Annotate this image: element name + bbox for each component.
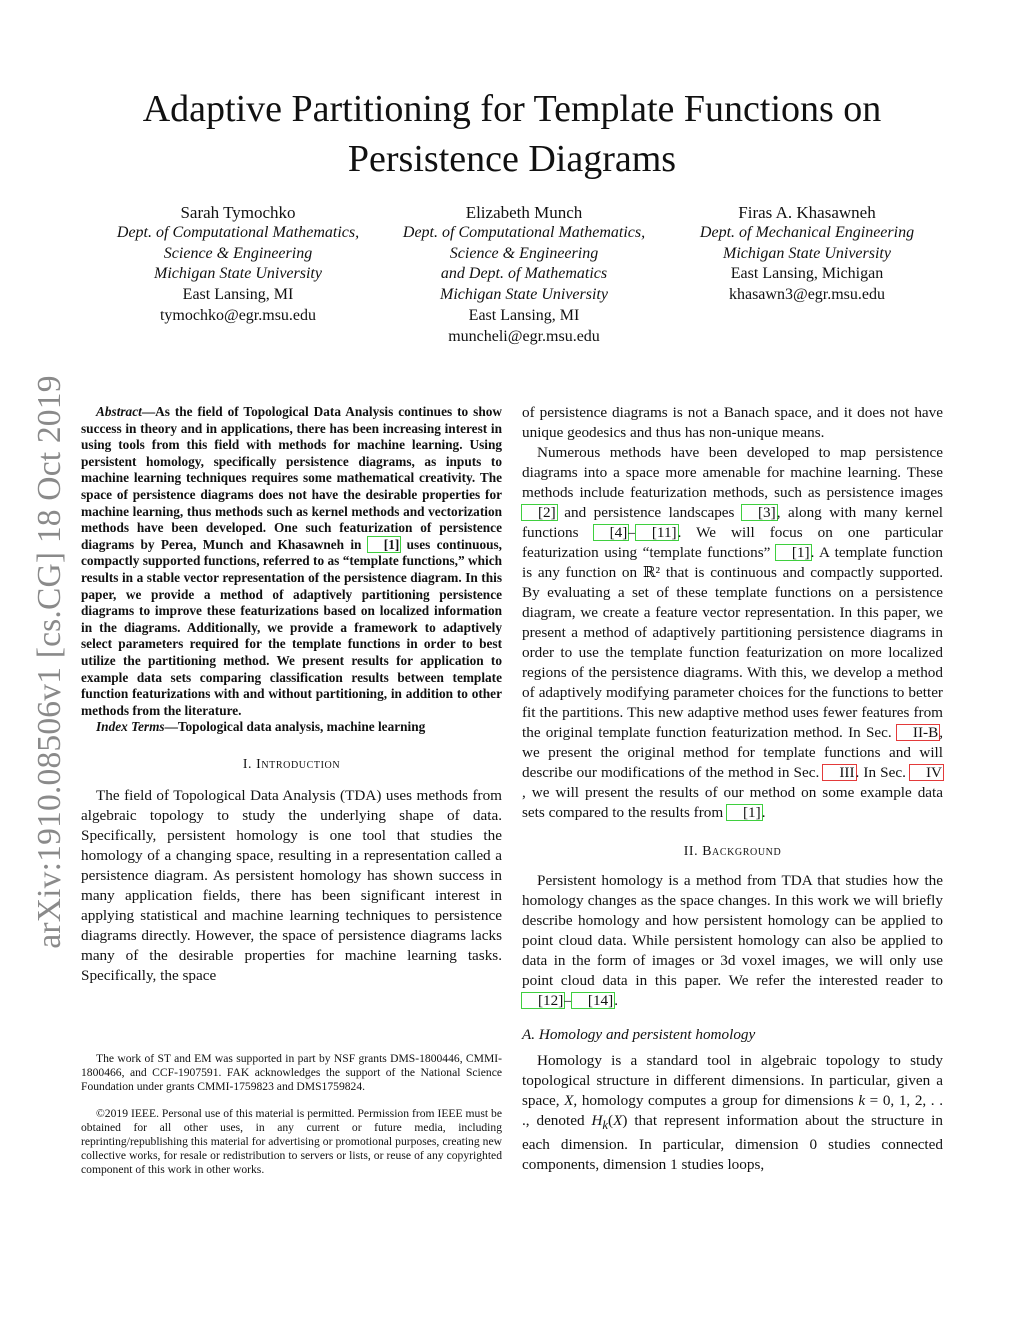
author-block-3	[672, 202, 942, 306]
footnotes	[81, 1052, 502, 1178]
citation-link[interactable]: [1]	[368, 537, 401, 552]
author-affiliation-line: and Dept. of Mathematics	[440, 265, 608, 283]
abstract-label: Abstract	[96, 404, 142, 419]
author-email: muncheli@egr.msu.edu	[448, 327, 600, 345]
author-affiliation-line: Dept. of Computational Mathematics,	[402, 224, 646, 241]
citation-link[interactable]: [2]	[522, 505, 557, 520]
section-heading-background: II. Background	[683, 843, 782, 858]
arxiv-identifier-sidebar: arXiv:1910.08506v1 [cs.CG] 18 Oct 2019	[31, 375, 68, 949]
paper-title	[60, 84, 964, 184]
section-link[interactable]: II-B	[897, 725, 939, 740]
author-name: Sarah Tymochko	[180, 203, 296, 222]
section-link[interactable]: III	[823, 765, 855, 780]
paragraph-continued: of persistence diagrams is not a Banach space, and it does not have unique geodesics and thus has non-unique means.	[522, 404, 943, 441]
copyright-notice: ©2019 IEEE. Personal use of this material is permitted. Permission from IEEE must be obtained for all other uses, in any current or future media, including reprinting/republishing this material for advertising or promotional purposes, creating new collective works, for resale or redistribution to servers or lists, or reuse of any copyrighted component of this work in other works.	[81, 1106, 502, 1177]
author-affiliation-line: Science & Engineering	[163, 244, 313, 262]
subsection-heading-homology: A. Homology and persistent homology	[522, 1026, 756, 1043]
author-block-2	[384, 202, 664, 347]
author-location: East Lansing, Michigan	[730, 265, 884, 283]
index-terms-label: Index Terms	[96, 719, 165, 735]
abstract: Abstract—As the field of Topological Data Analysis continues to show success in theory and in applications, there has been increasing interest in using tools from this field with methods for machine learning. Using persistent homology, specifically persistence diagrams, as inputs to machine learning techniques requires some mathematical creativity. The space of persistence diagrams does not have the desirable properties for machine learning, thus methods such as kernel methods and vectorization methods have been developed. One such featurization of persistence diagrams by Perea, Munch and Khasawneh in [1] uses continuous, compactly supported functions, referred to as “template functions,” which results in a stable vector representation of the persistence diagram. In this paper, we provide a method of adaptively partitioning persistence diagrams to improve these featurizations based on localized information in the diagrams. Additionally, we provide a framework to adaptively select parameters required for the template functions in order to best utilize the partitioning method. We present results for application to example data sets comparing classification results between template function featurizations with and without partitioning, in addition to other methods from the literature.	[81, 404, 503, 718]
author-email: tymochko@egr.msu.edu	[159, 306, 317, 324]
math-r2: ℝ²	[642, 564, 661, 581]
citation-link[interactable]: [11]	[636, 525, 678, 540]
right-column	[522, 403, 943, 1175]
author-email: khasawn3@egr.msu.edu	[728, 286, 886, 304]
intro-paragraph: The field of Topological Data Analysis (TDA) uses methods from algebraic topology to study the underlying shape of data. Specifically, persistent homology is one tool that studies the homology of a changing space, resulting in a representation called a persistence diagram. As persistent homology has shown success in many application fields, there has been significant interest in applying statistical and machine learning techniques to persistence diagrams directly. However, the space of persistence diagrams lacks many of the desirable properties for machine learning tasks. Specifically, the space	[81, 786, 502, 984]
citation-link[interactable]: [3]	[742, 505, 777, 520]
paragraph-homology: Homology is a standard tool in algebraic topology to study topological structure in different dimensions. In particular, given a space, X, homology computes a group for dimensions k = 0, 1, 2, . . ., denoted $H_k(X)$ that represent information about the structure in each dimension. In particular, dimension 0 studies connected components, dimension 1 studies loops,	[522, 1052, 944, 1174]
math-X: X	[613, 1112, 623, 1129]
author-name: Firas A. Khasawneh	[738, 203, 876, 222]
math-H: H	[591, 1112, 603, 1129]
citation-link[interactable]: [14]	[572, 993, 614, 1008]
math-k: k	[858, 1092, 866, 1109]
author-name: Elizabeth Munch	[465, 203, 583, 222]
title-line-2: Persistence Diagrams	[347, 138, 677, 180]
author-location: East Lansing, MI	[182, 286, 294, 304]
section-link[interactable]: IV	[910, 765, 943, 780]
citation-link[interactable]: [12]	[522, 993, 564, 1008]
author-affiliation-line: Dept. of Computational Mathematics,	[116, 224, 360, 241]
paragraph-methods: Numerous methods have been developed to map persistence diagrams into a space more amenable for machine learning. These methods include featurization methods, such as persistence images [2] and persistence landscapes [3], along with many kernel functions [4]– [11]. We will focus on one particular featurization using “template functions” [1]. A template function is any function on ℝ² that is continuous and compactly supported. By evaluating a set of these template functions on a persistence diagram, we create a feature vector representation. In this paper, we present a method of adaptively partitioning persistence diagrams in order to use the template function featurization on more localized regions of the persistence diagrams. With this, we develop a method of adaptively modifying parameter choices for the functions to better fit the partitions. This new adaptive method uses fewer features from the original template function featurization method. In Sec. II-B, we present the original method for template functions and will describe our modifications of the method in Sec. III. In Sec. IV, we will present the results of our method on some example data sets compared to the results from [1].	[522, 444, 944, 821]
math-X: X	[564, 1092, 574, 1109]
citation-link[interactable]: [4]	[594, 525, 629, 540]
author-affiliation-line: Science & Engineering	[449, 244, 599, 262]
section-heading-introduction: I. Introduction	[242, 755, 341, 771]
math-subscript-k: k	[602, 1118, 609, 1133]
author-location: East Lansing, MI	[468, 306, 580, 324]
author-affiliation-line: Michigan State University	[154, 265, 322, 283]
index-terms: Index Terms—Topological data analysis, machine learning	[96, 719, 426, 735]
author-affiliation-line: Michigan State University	[723, 244, 891, 262]
author-affiliation-line: Michigan State University	[440, 286, 608, 304]
title-line-1: Adaptive Partitioning for Template Functions on	[142, 88, 882, 130]
citation-link[interactable]: [1]	[776, 545, 811, 560]
funding-footnote: The work of ST and EM was supported in part by NSF grants DMS-1800446, CMMI-1800466, and CCF-1907591. FAK acknowledges the support of the National Science Foundation under grants CMMI-1759823 and DMS1759824.	[81, 1052, 502, 1094]
citation-link[interactable]: [1]	[727, 805, 762, 820]
paragraph-background: Persistent homology is a method from TDA that studies how the homology changes as the space changes. In this work we will briefly describe homology and how persistent homology can be applied to point cloud data. While persistent homology can also be applied to data in the form of images or 3d voxel images, we will only use point cloud data in this paper. We refer the interested reader to [12]– [14].	[522, 872, 943, 1009]
left-column	[81, 404, 502, 986]
author-affiliation-line: Dept. of Mechanical Engineering	[699, 224, 915, 241]
author-block-1	[98, 202, 378, 327]
